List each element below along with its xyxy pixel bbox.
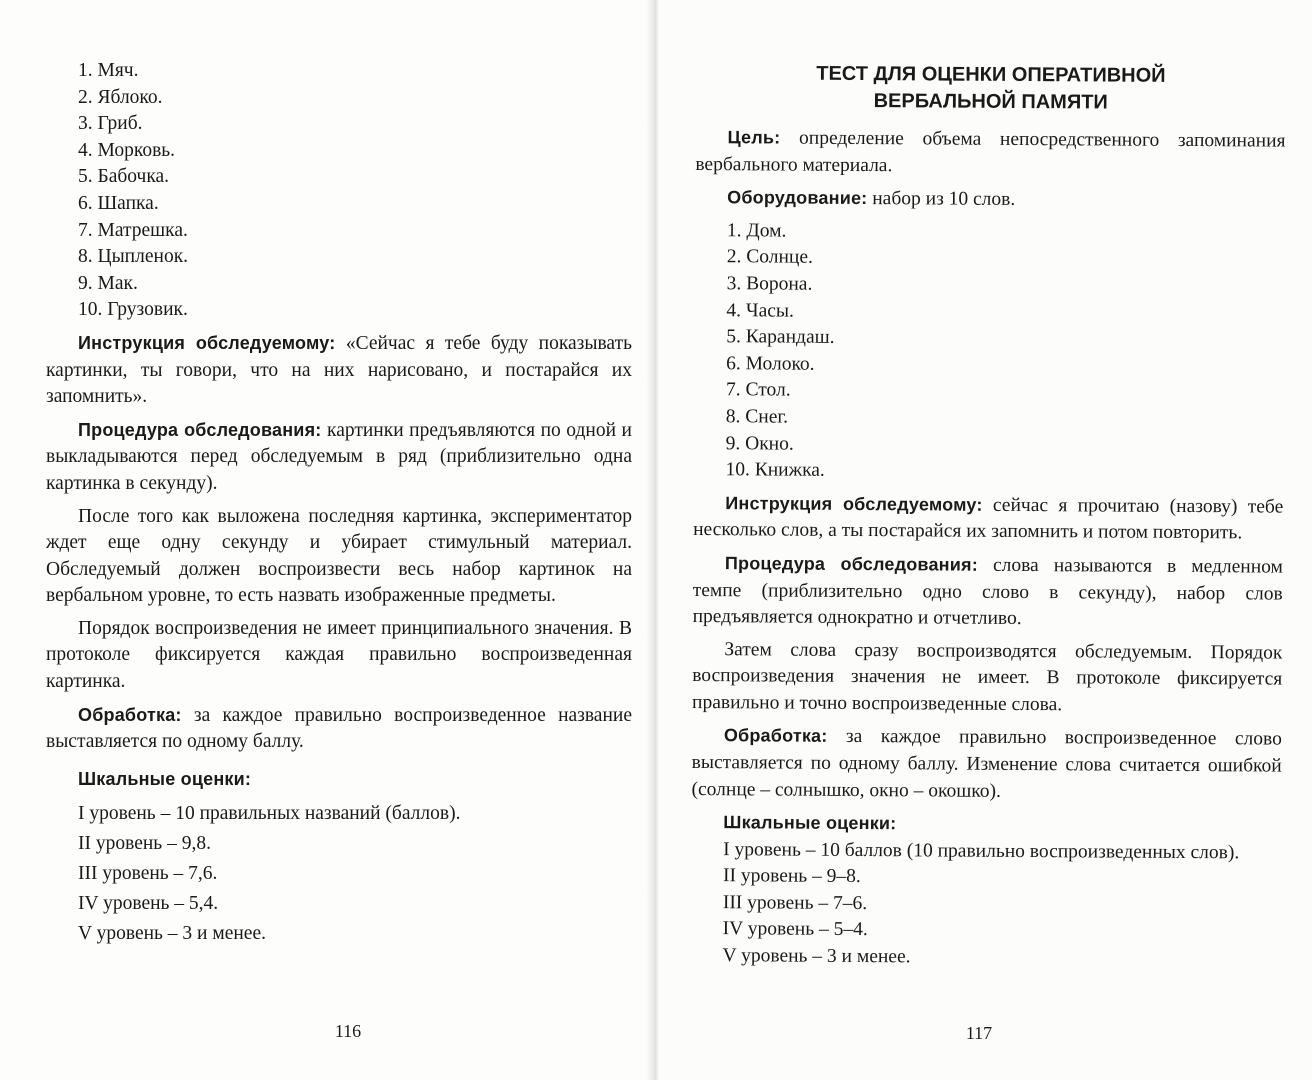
list-item: 3. Ворона. (726, 273, 813, 295)
level-item: III уровень – 7–6. (722, 892, 868, 914)
list-item: 4. Часы. (726, 299, 795, 322)
goal-text: определение объема непосредственного запоминания вербального материала. (695, 127, 1286, 176)
left-page (0, 0, 652, 1080)
instruction-paragraph (46, 330, 632, 411)
instruction-label: Инструкция обследуемому: (725, 492, 983, 515)
processing-label: Обработка: (78, 704, 182, 725)
procedure-paragraph (46, 417, 632, 498)
left-page-content (46, 58, 632, 949)
procedure-text: слова называются в медленном темпе (приблизительно одно слово в секунду), набор слов предъявляется однократно и отчетливо. (692, 554, 1283, 630)
right-page (658, 0, 1312, 1080)
list-item: 5. Бабочка. (78, 166, 170, 188)
level-item: I уровень – 10 баллов (10 правильно воспроизведенных слов). (723, 839, 1240, 864)
equipment-text: набор из 10 слов. (867, 188, 1016, 211)
level-item: II уровень – 9–8. (722, 865, 861, 888)
list-item: 9. Окно. (725, 432, 794, 455)
scale-levels (690, 837, 1281, 973)
goal-paragraph (695, 124, 1285, 182)
level-item: I уровень – 10 правильных названий (баллов). (78, 803, 461, 825)
processing-paragraph (691, 722, 1281, 806)
equipment-label: Оборудование: (727, 187, 868, 209)
equipment-paragraph (695, 184, 1285, 215)
list-item: 7. Стол. (725, 379, 791, 401)
list-item: 1. Дом. (726, 219, 787, 242)
after-paragraph: После того как выложена последняя картинка, экспериментатор ждет еще одну секунду и убирает стимульный материал. Обследуемый должен воспроизвести весь набор картинок на вербальном уровне, то есть назвать изображенные предметы. (46, 505, 632, 607)
order-paragraph: Порядок воспроизведения не имеет принципиального значения. В протоколе фиксируется каждая правильно воспроизведенная картинка. (46, 617, 632, 693)
scale-label: Шкальные оценки: (78, 768, 252, 789)
scale-label: Шкальные оценки: (723, 812, 897, 834)
list-item: 2. Яблоко. (78, 86, 163, 108)
list-item: 2. Солнце. (726, 246, 813, 269)
list-item: 9. Мак. (78, 272, 138, 294)
list-item: 7. Матрешка. (78, 219, 188, 241)
list-item: 3. Гриб. (78, 113, 143, 135)
list-item: 6. Молоко. (726, 352, 815, 375)
level-item: III уровень – 7,6. (78, 863, 218, 885)
processing-label: Обработка: (723, 725, 828, 747)
procedure-label: Процедура обследования: (78, 419, 322, 440)
procedure-text: картинки предъявляются по одной и выкладываются перед обследуемым в ряд (приблизительно одна картинка в секунду). (46, 419, 632, 494)
processing-text: за каждое правильно воспроизведенное слово выставляется по одному баллу. Изменение слова считается ошибкой (солнце – солнышко, окно – окошко). (691, 726, 1282, 802)
procedure-label: Процедура обследования: (724, 553, 978, 575)
picture-list (46, 58, 632, 324)
instruction-paragraph (693, 490, 1283, 548)
page-title (696, 60, 1286, 118)
list-item: 5. Карандаш. (726, 326, 835, 349)
scale-heading (691, 809, 1281, 840)
page-number: 116 (334, 1021, 362, 1041)
instruction-text: «Сейчас я тебе буду показывать картинки, ты говори, что на них нарисовано, и постарайся их запомнить». (46, 332, 632, 408)
list-item: 6. Шапка. (78, 192, 159, 214)
list-item: 10. Книжка. (725, 459, 825, 481)
list-item: 4. Морковь. (78, 139, 176, 161)
list-item: 8. Цыпленок. (78, 246, 189, 268)
goal-label: Цель: (727, 127, 781, 148)
list-item: 1. Мяч. (78, 60, 139, 81)
title-line: ВЕРБАЛЬНОЙ ПАМЯТИ (873, 90, 1108, 114)
scale-heading (46, 766, 632, 794)
page-number: 117 (965, 1023, 993, 1043)
right-page-content (690, 60, 1286, 973)
procedure-paragraph (693, 550, 1283, 634)
level-item: II уровень – 9,8. (78, 833, 211, 855)
instruction-label: Инструкция обследуемому: (78, 332, 336, 353)
then-paragraph: Затем слова сразу воспроизводятся обследуемым. Порядок воспроизведения значения не имеет. В протоколе фиксируется правильно и точно воспроизведенные слова. (692, 638, 1283, 716)
title-line: ТЕСТ ДЛЯ ОЦЕНКИ ОПЕРАТИВНОЙ (816, 62, 1166, 87)
list-item: 10. Грузовик. (78, 299, 188, 321)
instruction-text: сейчас я прочитаю (назову) тебе несколько слов, а ты постарайся их запомнить и потом повторить. (693, 494, 1284, 544)
level-item: V уровень – 3 и менее. (722, 944, 911, 967)
level-item: V уровень – 3 и менее. (78, 923, 266, 945)
processing-text: за каждое правильно воспроизведенное название выставляется по одному баллу. (46, 704, 632, 753)
processing-paragraph (46, 702, 632, 756)
scale-levels (46, 799, 632, 949)
level-item: IV уровень – 5,4. (78, 893, 219, 915)
word-list (693, 218, 1285, 488)
level-item: IV уровень – 5–4. (722, 918, 868, 941)
list-item: 8. Снег. (725, 406, 789, 428)
